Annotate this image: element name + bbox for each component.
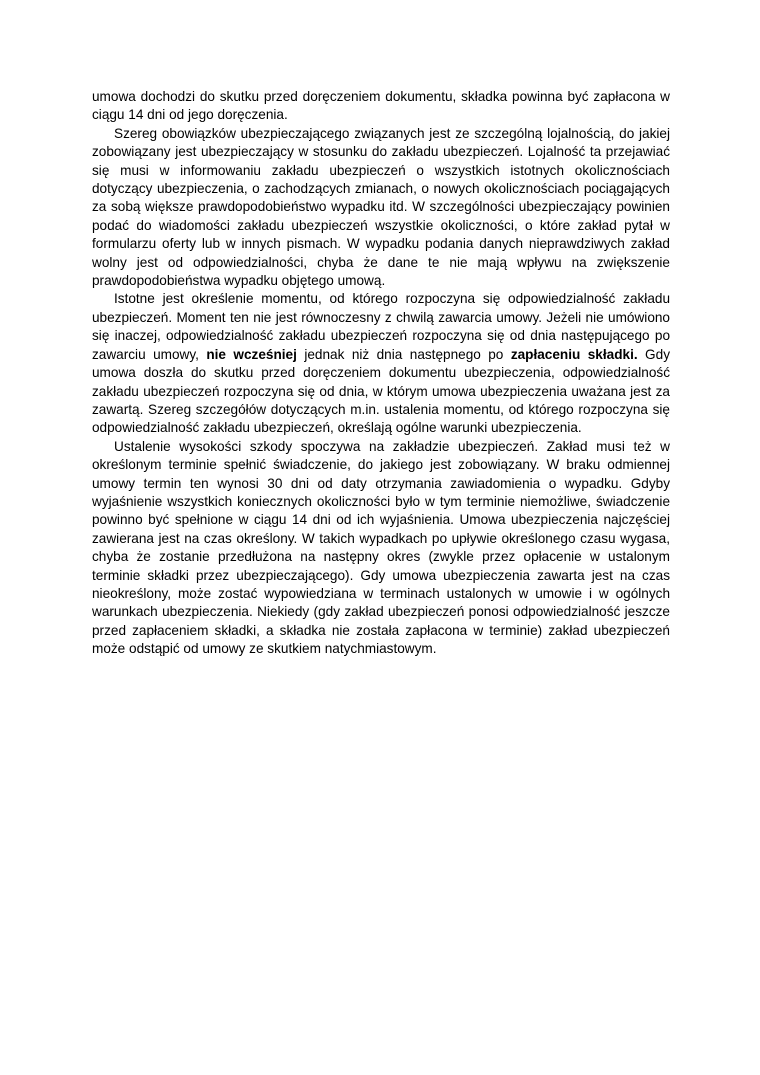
paragraph-1 [92,88,670,125]
paragraph-3-bold-b: zapłaceniu składki. [510,346,638,362]
paragraph-3-text-a: Istotne jest określenie momentu, od którego rozpoczyna się odpowiedzialność zakładu ubezpieczeń. Moment ten nie jest równoczesny z chwilą zawarcia umowy. Jeżeli nie umówiono się inaczej, odpowiedzialność zakładu ubezpieczeń rozpoczyna się od dnia następującego po zawarciu umowy, [92,291,670,362]
paragraph-4-text: Ustalenie wysokości szkody spoczywa na zakładzie ubezpieczeń. Zakład musi też w określonym terminie spełnić świadczenie, do jakiego jest zobowiązany. W braku odmiennej umowy termin ten wynosi 30 dni od daty otrzymania zawiadomienia o wypadku. Gdyby wyjaśnienie wszystkich koniecznych okoliczności było w tym terminie niemożliwe, świadczenie powinno być spełnione w ciągu 14 dni od ich wyjaśnienia. Umowa ubezpieczenia najczęściej zawierana jest na czas określony. W takich wypadkach po upływie określonego czasu wygasa, chyba że zostanie przedłużona na następny okres (zwykle przez opłacenie w ustalonym terminie składki przez ubezpieczającego). Gdy umowa ubezpieczenia zawarta jest na czas nieokreślony, może zostać wypowiedziana w terminach ustalonych w umowie i w ogólnych warunkach ubezpieczenia. Niekiedy (gdy zakład ubezpieczeń ponosi odpowiedzialność jeszcze przed zapłaceniem składki, a składka nie została zapłacona w terminie) zakład ubezpieczeń może odstąpić od umowy ze skutkiem natychmiastowym. [92,438,670,657]
paragraph-4 [92,438,670,659]
paragraph-3-bold-a: nie wcześniej [206,346,297,362]
paragraph-3-text-b: jednak niż dnia następnego po [296,346,511,362]
paragraph-2-text: Szereg obowiązków ubezpieczającego związanych jest ze szczególną lojalnością, do jakiej zobowiązany jest ubezpieczający w stosunku do zakładu ubezpieczeń. Lojalność ta przejawiać się musi w informowaniu zakładu ubezpieczeń o wszystkich istotnych okolicznościach dotyczący ubezpieczenia, o zachodzących zmianach, o nowych okolicznościach pociągających za sobą większe prawdopodobieństwo wypadku itd. W szczególności ubezpieczający powinien podać do wiadomości zakładu ubezpieczeń wszystkie okoliczności, o które zakład pytał w formularzu oferty lub w innych pismach. W wypadku podania danych nieprawdziwych zakład wolny jest od odpowiedzialności, chyba że dane te nie mają wpływu na zwiększenie prawdopodobieństwa wypadku objętego umową. [92,125,670,289]
paragraph-2 [92,125,670,291]
paragraph-3 [92,290,670,437]
paragraph-1-text: umowa dochodzi do skutku przed doręczeniem dokumentu, składka powinna być zapłacona w ciągu 14 dni od jego doręczenia. [92,89,670,123]
document-page [92,88,670,659]
paragraph-3-text-c: Gdy umowa doszła do skutku przed doręczeniem dokumentu ubezpieczenia, odpowiedzialność zakładu ubezpieczeń rozpoczyna się od dnia, w którym umowa ubezpieczenia uważana jest za zawartą. Szereg szczegółów dotyczących m.in. ustalenia momentu, od którego rozpoczyna się odpowiedzialność zakładu ubezpieczeń, określają ogólne warunki ubezpieczenia. [92,346,670,436]
